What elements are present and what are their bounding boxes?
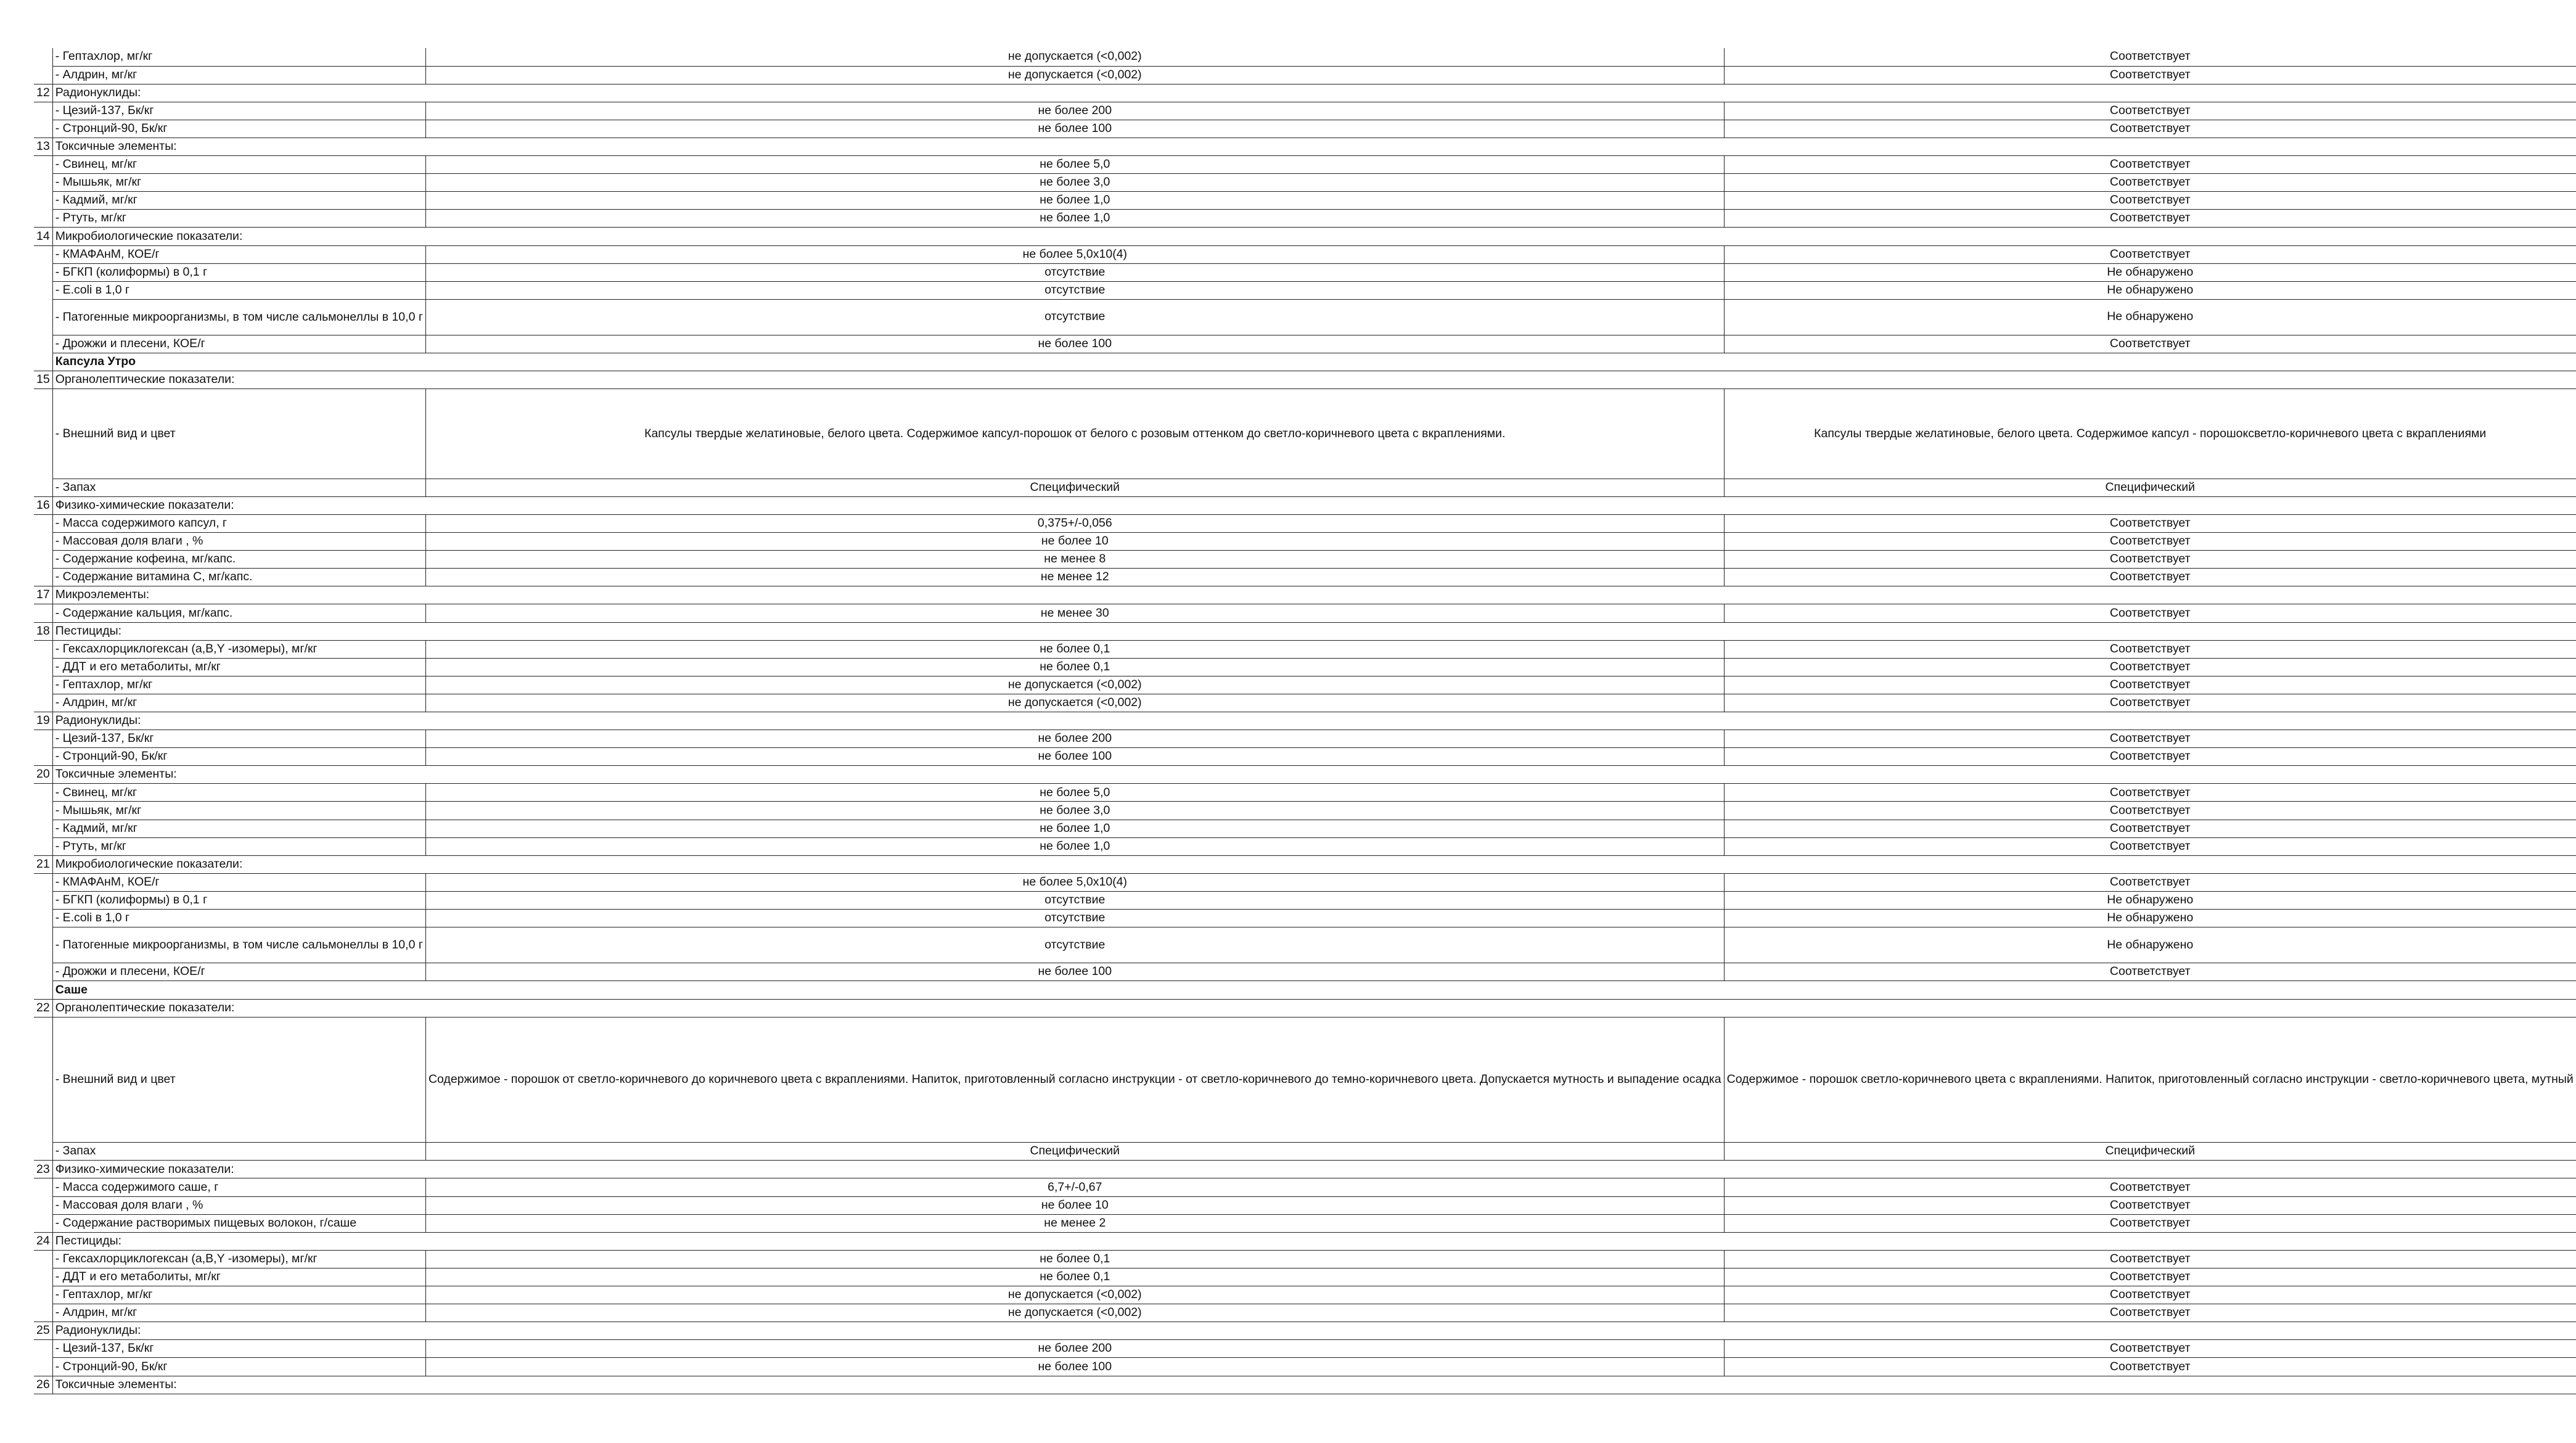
- result-value: Соответствует: [1724, 1178, 2576, 1196]
- section-row: [34, 371, 2576, 389]
- norm-value: не более 100: [425, 963, 1724, 981]
- result-value: Не обнаружено: [1724, 927, 2576, 963]
- indicator-name: - Гептахлор, мг/кг: [52, 48, 425, 66]
- section-row: [34, 1232, 2576, 1250]
- section-title: Микроэлементы:: [52, 586, 2576, 604]
- blank-cell: [34, 120, 52, 138]
- section-number: 14: [34, 228, 52, 245]
- result-value: Соответствует: [1724, 640, 2576, 658]
- blank-cell: [34, 658, 52, 676]
- norm-value: Специфический: [425, 1143, 1724, 1161]
- indicator-name: - Запах: [52, 1143, 425, 1161]
- result-value: Не обнаружено: [1724, 910, 2576, 927]
- norm-value: не более 5,0: [425, 156, 1724, 174]
- indicator-name: - БГКП (колиформы) в 0,1 г: [52, 263, 425, 281]
- indicator-name: - Запах: [52, 479, 425, 496]
- blank-cell: [34, 551, 52, 569]
- section-row: [34, 766, 2576, 784]
- indicator-name: - E.coli в 1,0 г: [52, 910, 425, 927]
- indicator-name: - Ртуть, мг/кг: [52, 210, 425, 228]
- table-row: [34, 1268, 2576, 1286]
- indicator-name: - Массовая доля влаги , %: [52, 533, 425, 551]
- result-value: Соответствует: [1724, 1268, 2576, 1286]
- section-number: 17: [34, 586, 52, 604]
- section-row: [34, 138, 2576, 155]
- result-value: Соответствует: [1724, 820, 2576, 837]
- table-row: [34, 299, 2576, 335]
- result-value: Соответствует: [1724, 335, 2576, 353]
- table-row: [34, 120, 2576, 138]
- table-row: [34, 676, 2576, 694]
- norm-value: не более 0,1: [425, 1250, 1724, 1268]
- blank-cell: [34, 1017, 52, 1143]
- indicator-name: - КМАФАнМ, КОЕ/г: [52, 873, 425, 891]
- section-row: [34, 1322, 2576, 1340]
- blank-cell: [34, 479, 52, 496]
- section-title: Органолептические показатели:: [52, 371, 2576, 389]
- norm-value: не более 5,0: [425, 784, 1724, 802]
- norm-value: не допускается (<0,002): [425, 1304, 1724, 1322]
- blank-cell: [34, 873, 52, 891]
- table-row: [34, 927, 2576, 963]
- result-value: Соответствует: [1724, 120, 2576, 138]
- blank-cell: [34, 748, 52, 766]
- indicator-name: - ДДТ и его метаболиты, мг/кг: [52, 658, 425, 676]
- table-row: [34, 281, 2576, 299]
- blank-cell: [34, 1268, 52, 1286]
- section-title: Токсичные элементы:: [52, 1376, 2576, 1394]
- table-row: [34, 640, 2576, 658]
- table-row: [34, 48, 2576, 66]
- norm-value: не более 200: [425, 1340, 1724, 1358]
- table-row: [34, 335, 2576, 353]
- blank-cell: [34, 569, 52, 586]
- section-title: Органолептические показатели:: [52, 999, 2576, 1017]
- blank-cell: [34, 1304, 52, 1322]
- section-title: Радионуклиды:: [52, 1322, 2576, 1340]
- indicator-name: - Гептахлор, мг/кг: [52, 1286, 425, 1304]
- table-row: [34, 210, 2576, 228]
- section-row: [34, 228, 2576, 245]
- table-row: [34, 820, 2576, 837]
- result-value: Не обнаружено: [1724, 891, 2576, 909]
- section-row: [34, 84, 2576, 102]
- result-value: Специфический: [1724, 479, 2576, 496]
- table-row: [34, 1214, 2576, 1232]
- blank-cell: [34, 1358, 52, 1376]
- blank-cell: [34, 802, 52, 820]
- indicator-name: - Дрожжи и плесени, КОЕ/г: [52, 963, 425, 981]
- indicator-name: - Цезий-137, Бк/кг: [52, 730, 425, 748]
- result-value: Соответствует: [1724, 514, 2576, 532]
- blank-cell: [34, 891, 52, 909]
- indicator-name: - Содержание кофеина, мг/капс.: [52, 551, 425, 569]
- norm-value: Капсулы твердые желатиновые, белого цвета. Содержимое капсул-порошок от белого с розовым оттенком до светло-коричневого цвета с вкраплениями.: [425, 389, 1724, 479]
- table-row: [34, 192, 2576, 210]
- indicator-name: - Мышьяк, мг/кг: [52, 802, 425, 820]
- blank-cell: [34, 1250, 52, 1268]
- table-row: [34, 1178, 2576, 1196]
- indicator-name: - Стронций-90, Бк/кг: [52, 1358, 425, 1376]
- norm-value: не допускается (<0,002): [425, 48, 1724, 66]
- result-value: Соответствует: [1724, 174, 2576, 192]
- blank-cell: [34, 927, 52, 963]
- norm-value: отсутствие: [425, 299, 1724, 335]
- blank-cell: [34, 514, 52, 532]
- section-number: 18: [34, 622, 52, 640]
- section-title: Пестициды:: [52, 622, 2576, 640]
- norm-value: отсутствие: [425, 927, 1724, 963]
- section-title: Микробиологические показатели:: [52, 855, 2576, 873]
- norm-value: не допускается (<0,002): [425, 694, 1724, 712]
- blank-cell: [34, 820, 52, 837]
- table-row: [34, 1143, 2576, 1161]
- indicator-name: - Массовая доля влаги , %: [52, 1196, 425, 1214]
- blank-cell: [34, 730, 52, 748]
- norm-value: отсутствие: [425, 263, 1724, 281]
- section-row: [34, 586, 2576, 604]
- product-row: [34, 981, 2576, 999]
- table-row: [34, 1017, 2576, 1143]
- indicator-name: - Цезий-137, Бк/кг: [52, 102, 425, 120]
- table-row: [34, 389, 2576, 479]
- section-number: 24: [34, 1232, 52, 1250]
- norm-value: не более 100: [425, 1358, 1724, 1376]
- norm-value: не более 1,0: [425, 837, 1724, 855]
- blank-cell: [34, 389, 52, 479]
- blank-cell: [34, 210, 52, 228]
- result-value: Соответствует: [1724, 963, 2576, 981]
- indicator-name: - Внешний вид и цвет: [52, 389, 425, 479]
- table-row: [34, 1340, 2576, 1358]
- norm-value: не более 5,0x10(4): [425, 245, 1724, 263]
- norm-value: не более 200: [425, 102, 1724, 120]
- section-title: Токсичные элементы:: [52, 138, 2576, 155]
- indicator-name: - Алдрин, мг/кг: [52, 694, 425, 712]
- norm-value: не более 10: [425, 533, 1724, 551]
- indicator-name: - Кадмий, мг/кг: [52, 820, 425, 837]
- result-value: Соответствует: [1724, 210, 2576, 228]
- table-row: [34, 174, 2576, 192]
- section-number: 12: [34, 84, 52, 102]
- indicator-name: - Патогенные микроорганизмы, в том числе сальмонеллы в 10,0 г: [52, 927, 425, 963]
- norm-value: не более 3,0: [425, 802, 1724, 820]
- result-value: Соответствует: [1724, 192, 2576, 210]
- result-value: Соответствует: [1724, 156, 2576, 174]
- norm-value: не более 100: [425, 335, 1724, 353]
- section-number: 19: [34, 712, 52, 730]
- indicator-name: - Гептахлор, мг/кг: [52, 676, 425, 694]
- result-value: Соответствует: [1724, 676, 2576, 694]
- table-row: [34, 1304, 2576, 1322]
- indicator-name: - Алдрин, мг/кг: [52, 1304, 425, 1322]
- table-row: [34, 1358, 2576, 1376]
- table-row: [34, 1196, 2576, 1214]
- indicator-name: - Внешний вид и цвет: [52, 1017, 425, 1143]
- norm-value: не более 0,1: [425, 658, 1724, 676]
- norm-value: не более 0,1: [425, 640, 1724, 658]
- norm-value: не более 100: [425, 748, 1724, 766]
- indicator-name: - Кадмий, мг/кг: [52, 192, 425, 210]
- result-value: Соответствует: [1724, 533, 2576, 551]
- blank-cell: [34, 48, 52, 66]
- section-number: 26: [34, 1376, 52, 1394]
- indicator-name: - КМАФАнМ, КОЕ/г: [52, 245, 425, 263]
- blank-cell: [34, 156, 52, 174]
- section-row: [34, 855, 2576, 873]
- section-row: [34, 496, 2576, 514]
- product-row: [34, 353, 2576, 371]
- indicator-name: - Стронций-90, Бк/кг: [52, 120, 425, 138]
- result-value: Соответствует: [1724, 1196, 2576, 1214]
- result-value: Соответствует: [1724, 748, 2576, 766]
- blank-cell: [34, 837, 52, 855]
- norm-value: 6,7+/-0,67: [425, 1178, 1724, 1196]
- table-row: [34, 873, 2576, 891]
- norm-value: 0,375+/-0,056: [425, 514, 1724, 532]
- section-title: Радионуклиды:: [52, 84, 2576, 102]
- norm-value: не более 10: [425, 1196, 1724, 1214]
- results-table: [34, 48, 2576, 1394]
- table-row: [34, 910, 2576, 927]
- result-value: Соответствует: [1724, 66, 2576, 84]
- product-title: Саше: [52, 981, 2576, 999]
- blank-cell: [34, 640, 52, 658]
- section-number: 22: [34, 999, 52, 1017]
- result-value: Соответствует: [1724, 802, 2576, 820]
- blank-cell: [34, 981, 52, 999]
- blank-cell: [34, 1178, 52, 1196]
- section-title: Микробиологические показатели:: [52, 228, 2576, 245]
- blank-cell: [34, 102, 52, 120]
- result-value: Содержимое - порошок светло-коричневого цвета с вкраплениями. Напиток, приготовленный согласно инструкции - светло-коричневого цвета, мутный: [1724, 1017, 2576, 1143]
- norm-value: Специфический: [425, 479, 1724, 496]
- table-row: [34, 784, 2576, 802]
- section-row: [34, 999, 2576, 1017]
- blank-cell: [34, 192, 52, 210]
- blank-cell: [34, 281, 52, 299]
- section-number: 13: [34, 138, 52, 155]
- blank-cell: [34, 1340, 52, 1358]
- table-row: [34, 66, 2576, 84]
- norm-value: Содержимое - порошок от светло-коричневого до коричневого цвета с вкраплениями. Напиток, приготовленный согласно инструкции - от светло-коричневого до темно-коричневого цвета. Допускается мутность и выпадение осадка: [425, 1017, 1724, 1143]
- result-value: Соответствует: [1724, 1340, 2576, 1358]
- norm-value: не менее 30: [425, 604, 1724, 622]
- table-row: [34, 694, 2576, 712]
- table-row: [34, 1250, 2576, 1268]
- result-value: Соответствует: [1724, 1358, 2576, 1376]
- indicator-name: - Масса содержимого саше, г: [52, 1178, 425, 1196]
- result-value: Капсулы твердые желатиновые, белого цвета. Содержимое капсул - порошоксветло-коричневого цвета с вкраплениями: [1724, 389, 2576, 479]
- result-value: Соответствует: [1724, 48, 2576, 66]
- norm-value: не менее 8: [425, 551, 1724, 569]
- blank-cell: [34, 66, 52, 84]
- blank-cell: [34, 353, 52, 371]
- norm-value: отсутствие: [425, 281, 1724, 299]
- norm-value: не более 3,0: [425, 174, 1724, 192]
- blank-cell: [34, 533, 52, 551]
- indicator-name: - E.coli в 1,0 г: [52, 281, 425, 299]
- result-value: Соответствует: [1724, 1250, 2576, 1268]
- section-title: Пестициды:: [52, 1232, 2576, 1250]
- table-row: [34, 245, 2576, 263]
- norm-value: не менее 12: [425, 569, 1724, 586]
- section-title: Радионуклиды:: [52, 712, 2576, 730]
- indicator-name: - Патогенные микроорганизмы, в том числе сальмонеллы в 10,0 г: [52, 299, 425, 335]
- indicator-name: - Содержание витамина С, мг/капс.: [52, 569, 425, 586]
- table-row: [34, 658, 2576, 676]
- norm-value: не более 100: [425, 120, 1724, 138]
- norm-value: не допускается (<0,002): [425, 1286, 1724, 1304]
- result-value: Соответствует: [1724, 1214, 2576, 1232]
- table-row: [34, 604, 2576, 622]
- indicator-name: - Гексахлорциклогексан (a,B,Y -изомеры), мг/кг: [52, 640, 425, 658]
- blank-cell: [34, 174, 52, 192]
- blank-cell: [34, 784, 52, 802]
- section-number: 25: [34, 1322, 52, 1340]
- blank-cell: [34, 694, 52, 712]
- section-title: Физико-химические показатели:: [52, 1161, 2576, 1178]
- table-row: [34, 102, 2576, 120]
- indicator-name: - Алдрин, мг/кг: [52, 66, 425, 84]
- blank-cell: [34, 245, 52, 263]
- indicator-name: - Свинец, мг/кг: [52, 784, 425, 802]
- section-row: [34, 1376, 2576, 1394]
- section-number: 21: [34, 855, 52, 873]
- table-row: [34, 730, 2576, 748]
- blank-cell: [34, 963, 52, 981]
- result-value: Соответствует: [1724, 551, 2576, 569]
- section-row: [34, 712, 2576, 730]
- result-value: Соответствует: [1724, 873, 2576, 891]
- result-value: Соответствует: [1724, 1304, 2576, 1322]
- indicator-name: - Содержание кальция, мг/капс.: [52, 604, 425, 622]
- section-number: 23: [34, 1161, 52, 1178]
- blank-cell: [34, 1214, 52, 1232]
- indicator-name: - ДДТ и его метаболиты, мг/кг: [52, 1268, 425, 1286]
- norm-value: не более 1,0: [425, 820, 1724, 837]
- blank-cell: [34, 1143, 52, 1161]
- norm-value: не более 0,1: [425, 1268, 1724, 1286]
- section-title: Физико-химические показатели:: [52, 496, 2576, 514]
- indicator-name: - Гексахлорциклогексан (a,B,Y -изомеры), мг/кг: [52, 1250, 425, 1268]
- blank-cell: [34, 299, 52, 335]
- table-row: [34, 551, 2576, 569]
- result-value: Не обнаружено: [1724, 299, 2576, 335]
- table-row: [34, 802, 2576, 820]
- table-row: [34, 891, 2576, 909]
- blank-cell: [34, 676, 52, 694]
- indicator-name: - Ртуть, мг/кг: [52, 837, 425, 855]
- indicator-name: - Цезий-137, Бк/кг: [52, 1340, 425, 1358]
- blank-cell: [34, 604, 52, 622]
- result-value: Соответствует: [1724, 694, 2576, 712]
- norm-value: не допускается (<0,002): [425, 676, 1724, 694]
- result-value: Соответствует: [1724, 837, 2576, 855]
- table-row: [34, 963, 2576, 981]
- indicator-name: - Мышьяк, мг/кг: [52, 174, 425, 192]
- norm-value: не более 5,0x10(4): [425, 873, 1724, 891]
- blank-cell: [34, 335, 52, 353]
- section-number: 20: [34, 766, 52, 784]
- norm-value: не более 1,0: [425, 210, 1724, 228]
- norm-value: не более 1,0: [425, 192, 1724, 210]
- table-row: [34, 1286, 2576, 1304]
- table-row: [34, 263, 2576, 281]
- section-number: 16: [34, 496, 52, 514]
- product-title: Капсула Утро: [52, 353, 2576, 371]
- result-value: Соответствует: [1724, 102, 2576, 120]
- table-row: [34, 479, 2576, 496]
- norm-value: не допускается (<0,002): [425, 66, 1724, 84]
- table-row: [34, 748, 2576, 766]
- result-value: Специфический: [1724, 1143, 2576, 1161]
- blank-cell: [34, 263, 52, 281]
- blank-cell: [34, 1196, 52, 1214]
- result-value: Соответствует: [1724, 604, 2576, 622]
- section-row: [34, 622, 2576, 640]
- table-row: [34, 837, 2576, 855]
- indicator-name: - Свинец, мг/кг: [52, 156, 425, 174]
- result-value: Соответствует: [1724, 1286, 2576, 1304]
- section-row: [34, 1161, 2576, 1178]
- result-value: Не обнаружено: [1724, 263, 2576, 281]
- blank-cell: [34, 1286, 52, 1304]
- norm-value: отсутствие: [425, 891, 1724, 909]
- norm-value: не более 200: [425, 730, 1724, 748]
- indicator-name: - Стронций-90, Бк/кг: [52, 748, 425, 766]
- table-row: [34, 533, 2576, 551]
- table-row: [34, 514, 2576, 532]
- result-value: Соответствует: [1724, 730, 2576, 748]
- result-value: Соответствует: [1724, 569, 2576, 586]
- table-row: [34, 156, 2576, 174]
- result-value: Соответствует: [1724, 658, 2576, 676]
- section-number: 15: [34, 371, 52, 389]
- indicator-name: - Дрожжи и плесени, КОЕ/г: [52, 335, 425, 353]
- result-value: Соответствует: [1724, 784, 2576, 802]
- norm-value: не менее 2: [425, 1214, 1724, 1232]
- indicator-name: - БГКП (колиформы) в 0,1 г: [52, 891, 425, 909]
- result-value: Соответствует: [1724, 245, 2576, 263]
- norm-value: отсутствие: [425, 910, 1724, 927]
- results-table-body: [34, 48, 2576, 1394]
- indicator-name: - Масса содержимого капсул, г: [52, 514, 425, 532]
- section-title: Токсичные элементы:: [52, 766, 2576, 784]
- blank-cell: [34, 910, 52, 927]
- result-value: Не обнаружено: [1724, 281, 2576, 299]
- table-row: [34, 569, 2576, 586]
- indicator-name: - Содержание растворимых пищевых волокон, г/саше: [52, 1214, 425, 1232]
